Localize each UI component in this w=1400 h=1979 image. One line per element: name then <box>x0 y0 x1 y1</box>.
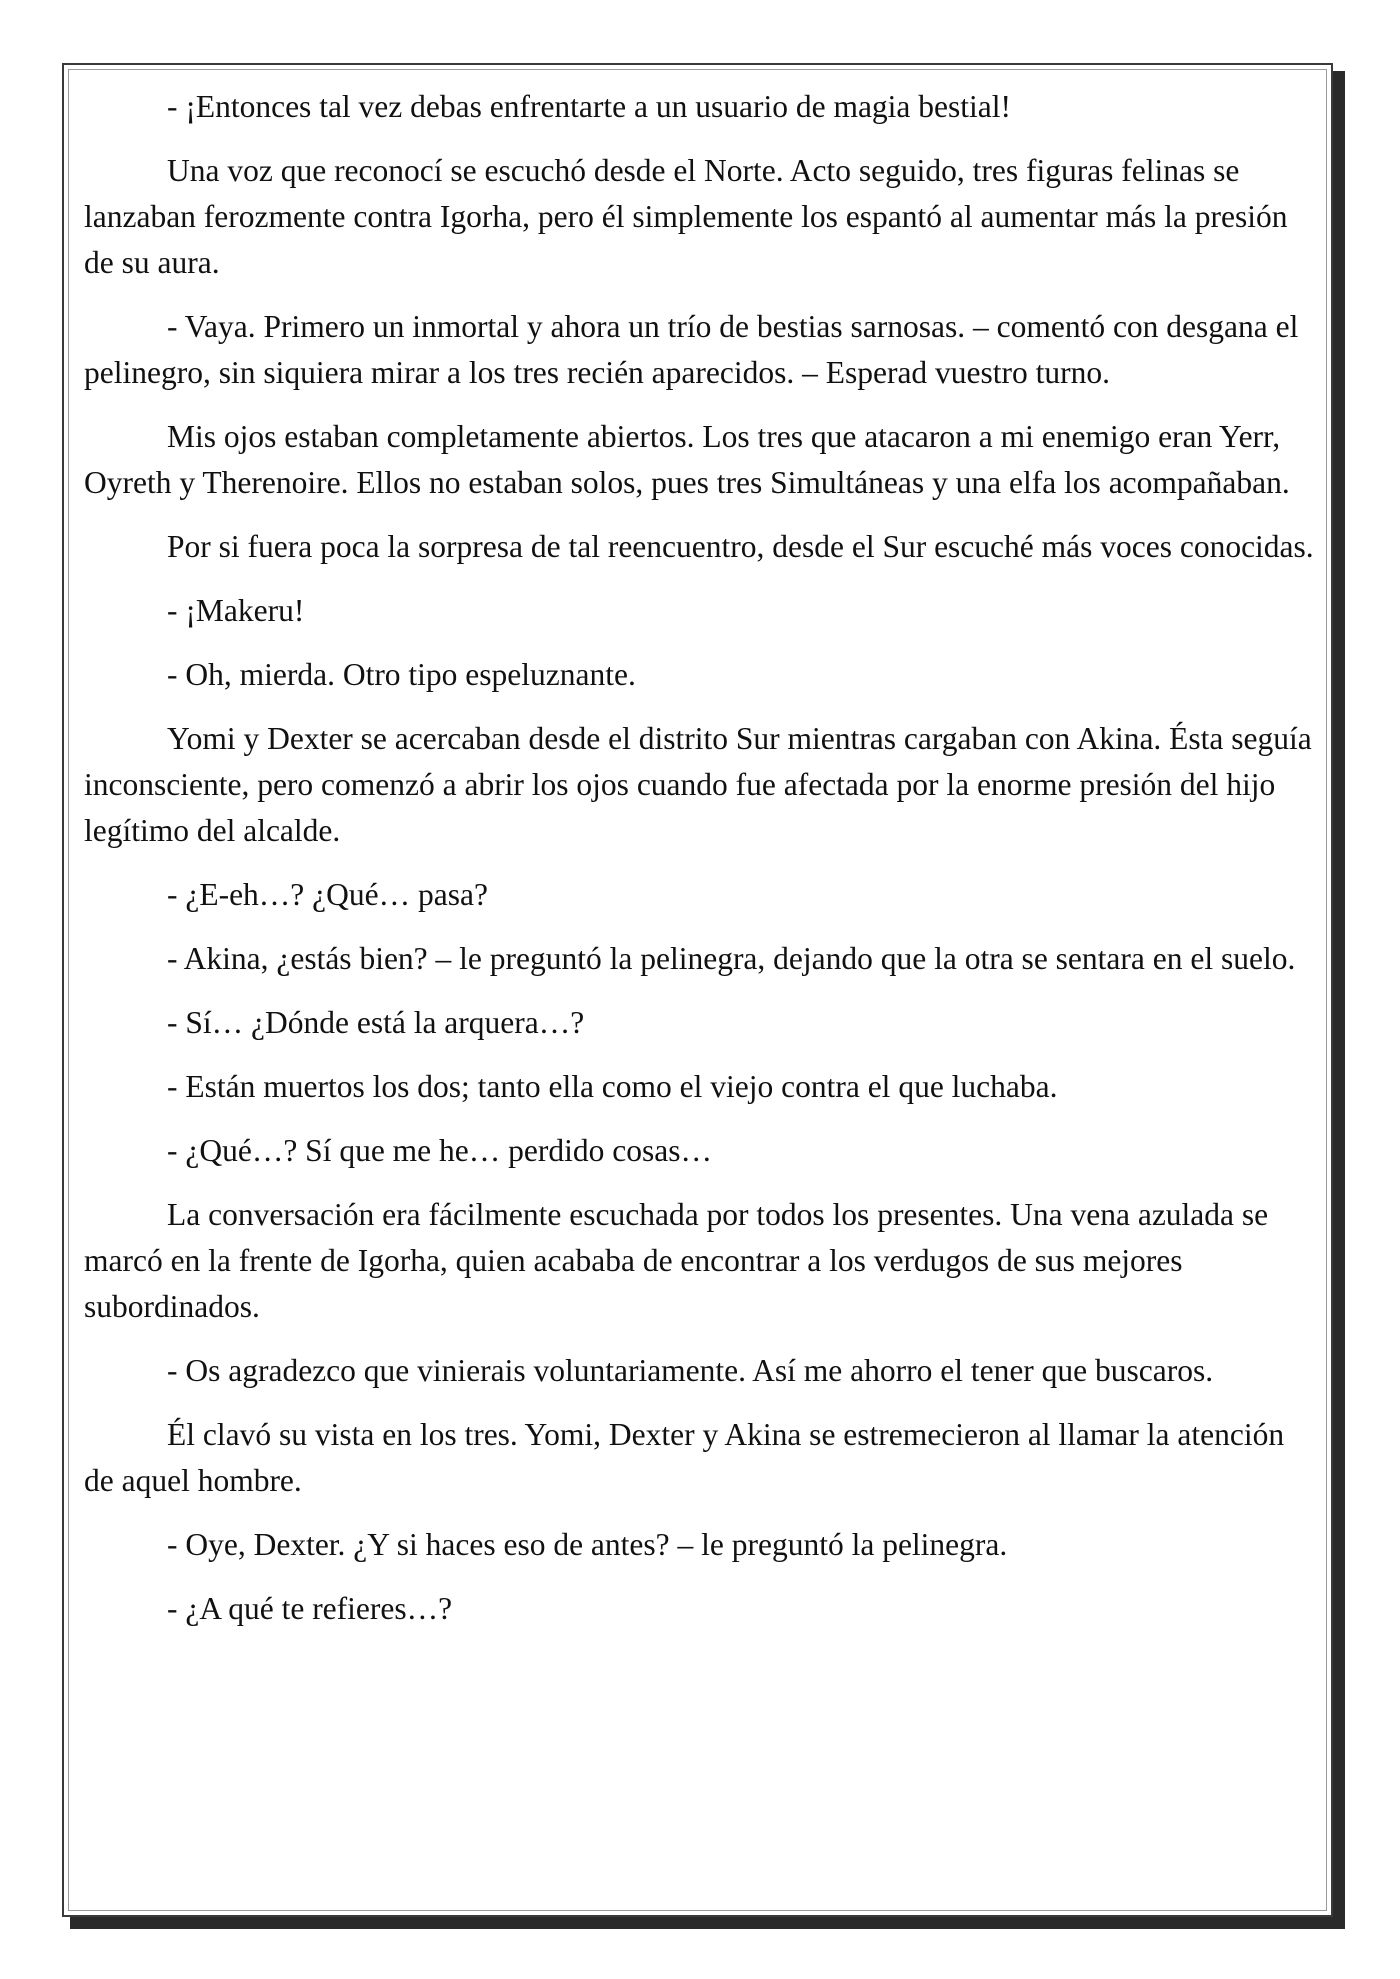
paragraph: - ¡Entonces tal vez debas enfrentarte a un usuario de magia bestial! <box>167 89 1012 124</box>
paragraph: - Oh, mierda. Otro tipo espeluznante. <box>167 657 636 692</box>
paragraph: - ¿A qué te refieres…? <box>167 1591 453 1626</box>
paragraph: - Os agradezco que vinierais voluntariamente. Así me ahorro el tener que buscaros. <box>167 1353 1214 1388</box>
paragraph: Una voz que reconocí se escuchó desde el Norte. Acto seguido, tres figuras felinas se lanzaban ferozmente contra Igorha, pero él simplemente los espantó al aumentar más la presión de su aura. <box>84 153 1288 280</box>
paragraph: - ¡Makeru! <box>167 593 305 628</box>
paragraph: Mis ojos estaban completamente abiertos. Los tres que atacaron a mi enemigo eran Yerr, Oyreth y Therenoire. Ellos no estaban solos, pues tres Simultáneas y una elfa los acompañaban. <box>84 419 1290 500</box>
paragraph: - Akina, ¿estás bien? – le preguntó la pelinegra, dejando que la otra se sentara en el suelo. <box>167 941 1296 976</box>
paragraph: - Oye, Dexter. ¿Y si haces eso de antes? – le preguntó la pelinegra. <box>167 1527 1008 1562</box>
paragraph: Yomi y Dexter se acercaban desde el distrito Sur mientras cargaban con Akina. Ésta seguía inconsciente, pero comenzó a abrir los ojos cuando fue afectada por la enorme presión del hijo legítimo del alcalde. <box>84 721 1312 848</box>
paragraph: Por si fuera poca la sorpresa de tal reencuentro, desde el Sur escuché más voces conocidas. <box>167 529 1314 564</box>
paragraph: La conversación era fácilmente escuchada por todos los presentes. Una vena azulada se marcó en la frente de Igorha, quien acababa de encontrar a los verdugos de sus mejores subordinados. <box>84 1197 1269 1324</box>
paragraph: - Sí… ¿Dónde está la arquera…? <box>167 1005 585 1040</box>
paragraph: Él clavó su vista en los tres. Yomi, Dexter y Akina se estremecieron al llamar la atención de aquel hombre. <box>84 1417 1285 1498</box>
paragraph: - Vaya. Primero un inmortal y ahora un trío de bestias sarnosas. – comentó con desgana el pelinegro, sin siquiera mirar a los tres recién aparecidos. – Esperad vuestro turno. <box>84 309 1299 390</box>
paragraph: - Están muertos los dos; tanto ella como el viejo contra el que luchaba. <box>167 1069 1058 1104</box>
paragraph: - ¿Qué…? Sí que me he… perdido cosas… <box>167 1133 712 1168</box>
page-text <box>84 84 1314 1650</box>
paragraph: - ¿E-eh…? ¿Qué… pasa? <box>167 877 488 912</box>
